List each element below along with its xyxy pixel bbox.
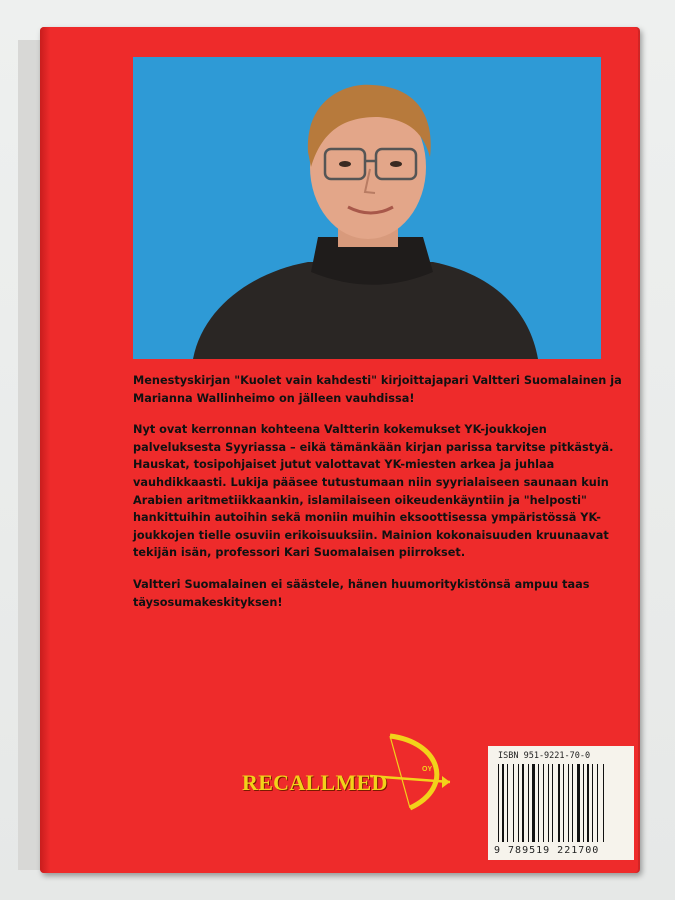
publisher-logo [240, 732, 480, 812]
barcode-bar [592, 764, 593, 842]
barcode-digits: 9 789519 221700 [494, 845, 600, 856]
blurb-paragraph-1: Menestyskirjan "Kuolet vain kahdesti" kirjoittajapari Valtteri Suomalainen ja Marianna Wallinheimo on jälleen vauhdissa! [133, 374, 622, 405]
barcode-bar [577, 764, 580, 842]
barcode-bar [568, 764, 569, 842]
barcode-bar [597, 764, 598, 842]
barcode-bar [552, 764, 553, 842]
barcode-bar [522, 764, 524, 842]
blurb-paragraph-3: Valtteri Suomalainen ei säästele, hänen huumoritykistönsä ampuu taas täysosumakeskityksen! [133, 577, 590, 609]
barcode-bar [603, 764, 604, 842]
barcode-bar [532, 764, 535, 842]
isbn-number: ISBN 951-9221-70-0 [498, 751, 591, 761]
cover-spine-edge [40, 27, 50, 873]
barcode-bar [502, 764, 504, 842]
book-back-cover [40, 27, 640, 873]
author-portrait-illustration [133, 57, 601, 359]
barcode-bar [558, 764, 560, 842]
barcode-bar [528, 764, 529, 842]
barcode-bar [563, 764, 564, 842]
isbn-barcode-label [488, 746, 634, 860]
barcode-bar [548, 764, 549, 842]
barcode-bar [498, 764, 499, 842]
publisher-suffix: OY [422, 766, 433, 773]
barcode-bar [513, 764, 514, 842]
author-photo [133, 57, 601, 359]
barcode-bar [538, 764, 539, 842]
publisher-name: RECALLMED [242, 770, 388, 795]
barcode-bar [572, 764, 573, 842]
blurb-paragraph-2: Nyt ovat kerronnan kohteena Valtterin kokemukset YK-joukkojen palveluksesta Syyriassa – eikä tämänkään kirjan parissa tarvitse pitkästyä. Hauskat, tosipohjaiset jutut valottavat YK-miesten arkea ja juhlaa vauhdikkaasti. Lukija pääsee tutustumaan niin syyrialaiseen saunaan kuin Arabien aritmetiikkaankin, islamilaiseen oikeudenkäyntiin ja "helposti" hankittuihin autoihin sekä moniin muihin eksoottisessa ympäristössä YK-joukkojen tielle osuviin erikoisuuksiin. Mainion kokonaisuuden kruunaavat tekijän isän, professori Kari Suomalaisen piirrokset. [133, 423, 614, 560]
barcode-bar [587, 764, 589, 842]
back-cover-blurb [133, 372, 623, 625]
barcode-bar [543, 764, 544, 842]
barcode-bar [518, 764, 519, 842]
barcode [496, 764, 626, 844]
barcode-bar [583, 764, 584, 842]
barcode-bar [507, 764, 508, 842]
